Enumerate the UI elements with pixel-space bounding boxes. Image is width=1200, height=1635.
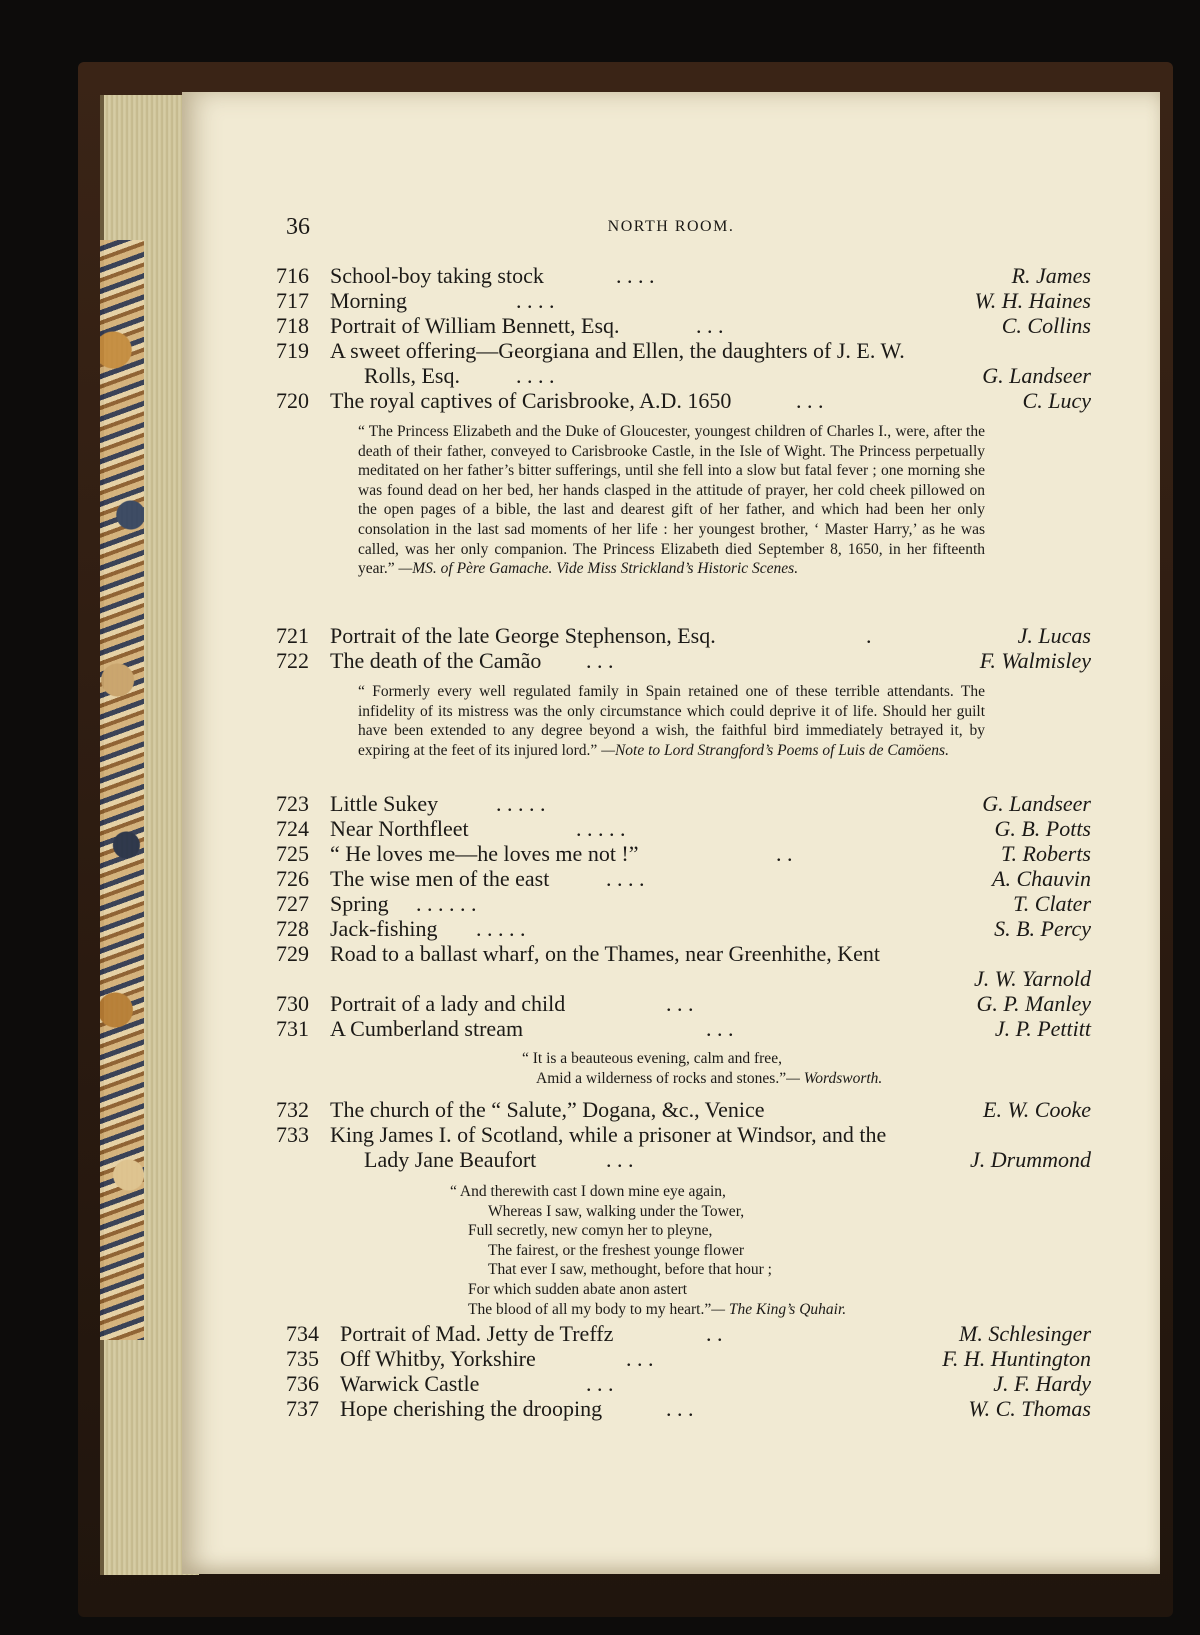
entry-artist: C. Lucy (1022, 388, 1091, 413)
entry-title: School-boy taking stock (330, 263, 544, 288)
catalogue-entry-continued (276, 362, 1091, 390)
quotation-733 (450, 1182, 846, 1319)
room-title: NORTH ROOM. (607, 218, 735, 235)
catalogue-entry (276, 387, 1091, 415)
entry-number: 733 (276, 1122, 309, 1147)
entry-artist: W. H. Haines (974, 288, 1091, 313)
leader-dots: . . . (626, 1346, 654, 1371)
catalogue-entry-continued (276, 1146, 1091, 1174)
entry-title: A Cumberland stream (330, 1016, 524, 1041)
leader-dots: . . . . (516, 288, 555, 313)
entry-title: Portrait of Mad. Jetty de Treffz (340, 1321, 614, 1346)
quotation-731 (522, 1049, 882, 1088)
quotation-source: — Wordsworth. (786, 1069, 883, 1087)
entry-number: 718 (276, 313, 309, 338)
quotation-720 (358, 422, 985, 579)
entry-title: Portrait of the late George Stephenson, Esq. (330, 623, 716, 648)
leader-dots: . . . (706, 1016, 734, 1041)
entry-title: A sweet offering—Georgiana and Ellen, the daughters of J. E. W. (330, 338, 905, 363)
catalogue-entry (286, 1345, 1091, 1373)
entry-number: 736 (286, 1371, 319, 1396)
leader-dots: . . . . (516, 363, 555, 388)
entry-title: “ He loves me—he loves me not !” (330, 841, 639, 866)
verse-line: “ It is a beauteous evening, calm and free, (522, 1050, 782, 1067)
verse-line: Full secretly, new comyn her to pleyne, (468, 1222, 713, 1240)
entry-artist: M. Schlesinger (959, 1321, 1091, 1346)
entry-number: 734 (286, 1321, 319, 1346)
leader-dots: . . . (666, 991, 694, 1016)
entry-artist: G. B. Potts (994, 816, 1091, 841)
entry-artist: T. Clater (1013, 891, 1091, 916)
entry-title: The death of the Camão (330, 648, 542, 673)
leader-dots: . . . . . (496, 791, 546, 816)
catalogue-entry (286, 1320, 1091, 1348)
entry-artist: A. Chauvin (992, 866, 1091, 891)
entry-title: Road to a ballast wharf, on the Thames, near Greenhithe, Kent (330, 941, 881, 966)
verse-line: For which sudden abate anon astert (468, 1280, 688, 1298)
entry-number: 731 (276, 1016, 309, 1041)
catalogue-entry (276, 890, 1091, 918)
entry-artist: E. W. Cooke (983, 1097, 1091, 1122)
quotation-722 (358, 682, 985, 760)
entry-number: 717 (276, 288, 309, 313)
book-page (182, 92, 1160, 1574)
entry-number: 723 (276, 791, 309, 816)
entry-artist: J. P. Pettitt (994, 1016, 1091, 1041)
quotation-source: —Note to Lord Strangford’s Poems of Luis de Camöens. (601, 741, 949, 759)
leader-dots: . . . . (606, 866, 645, 891)
marbled-endpaper (100, 240, 144, 1340)
entry-number: 721 (276, 623, 309, 648)
entry-number: 722 (276, 648, 309, 673)
verse-line: Whereas I saw, walking under the Tower, (488, 1202, 745, 1220)
entry-title: Little Sukey (330, 791, 439, 816)
entry-artist: J. Lucas (1017, 623, 1091, 648)
leader-dots: . . . (796, 388, 824, 413)
entry-artist: F. H. Huntington (942, 1346, 1091, 1371)
entry-title: Warwick Castle (340, 1371, 480, 1396)
quotation-source: — The King’s Quhair. (711, 1300, 847, 1318)
entry-title: Near Northfleet (330, 816, 469, 841)
entry-artist: G. P. Manley (976, 991, 1091, 1016)
catalogue-entry (276, 262, 1091, 290)
entry-artist: R. James (1011, 263, 1091, 288)
catalogue-entry (276, 622, 1091, 650)
entry-title: Jack-fishing (330, 916, 438, 941)
entry-title: The wise men of the east (330, 866, 550, 891)
entry-title: Hope cherishing the drooping (340, 1396, 603, 1421)
catalogue-entry (276, 840, 1091, 868)
entry-title: The church of the “ Salute,” Dogana, &c., Venice (330, 1097, 765, 1122)
entry-title: Spring (330, 891, 389, 916)
catalogue-entry (276, 865, 1091, 893)
catalogue-entry (276, 287, 1091, 315)
entry-artist: W. C. Thomas (968, 1396, 1091, 1421)
catalogue-entry (276, 815, 1091, 843)
leader-dots: . . . . . (476, 916, 526, 941)
verse-line: Amid a wilderness of rocks and stones.” (536, 1069, 787, 1087)
entry-number: 720 (276, 388, 309, 413)
verse-line: That ever I saw, methought, before that hour ; (488, 1261, 772, 1279)
entry-number: 726 (276, 866, 309, 891)
quotation-source: —MS. of Père Gamache. Vide Miss Strickland’s Historic Scenes. (398, 560, 799, 578)
entry-title: King James I. of Scotland, while a prisoner at Windsor, and the (330, 1122, 887, 1147)
catalogue-entry (276, 312, 1091, 340)
catalogue-entry (276, 990, 1091, 1018)
entry-artist: J. W. Yarnold (974, 966, 1091, 991)
entry-title: Portrait of William Bennett, Esq. (330, 313, 620, 338)
catalogue-entry-continued (276, 965, 1091, 993)
entry-number: 730 (276, 991, 309, 1016)
catalogue-entry (276, 1015, 1091, 1043)
entry-artist: G. Landseer (982, 363, 1091, 388)
leader-dots: . . . (696, 313, 724, 338)
entry-artist: S. B. Percy (994, 916, 1091, 941)
catalogue-entry (276, 1121, 1091, 1149)
leader-dots: . . . . . . (416, 891, 477, 916)
entry-title: The royal captives of Carisbrooke, A.D. 1650 (330, 388, 732, 413)
leader-dots: . . . (586, 648, 614, 673)
entry-artist: F. Walmisley (979, 648, 1091, 673)
entry-title: Portrait of a lady and child (330, 991, 566, 1016)
leader-dots: . . (706, 1321, 723, 1346)
verse-line: The fairest, or the freshest younge flower (488, 1241, 745, 1259)
entry-title: Off Whitby, Yorkshire (340, 1346, 536, 1371)
entry-artist: C. Collins (1001, 313, 1091, 338)
quotation-text: “ The Princess Elizabeth and the Duke of Gloucester, youngest children of Charles I., were, after the death of their father, conveyed to Carisbrooke Castle, in the Isle of Wight. The Princess perpetually meditated on her father’s bitter sufferings, until she fell into a slow but fatal fever ; one morning she was found dead on her bed, her hands clasped in the attitude of prayer, her cold cheek pillowed on the open pages of a bible, the last and dearest gift of her father, and which had been her only consolation in the last sad moments of her life : her youngest brother, ‘ Master Harry,’ as he was called, was her only companion. The Princess Elizabeth died September 8, 1650, in her fifteenth year.” (358, 423, 985, 578)
leader-dots: . . . . . (576, 816, 626, 841)
catalogue-entry (276, 940, 1091, 968)
quotation-text: “ Formerly every well regulated family in Spain retained one of these terrible attendants. The infidelity of its mistress was the only circumstance which could deprive it of life. Should her guilt have been extended to any degree beyond a wish, the faithful bird immediately betrayed it, by expiring at the feet of its injured lord.” (358, 683, 985, 759)
catalogue-entry (276, 337, 1091, 365)
catalogue-entry (276, 1096, 1091, 1124)
entry-artist: G. Landseer (982, 791, 1091, 816)
entry-number: 724 (276, 816, 309, 841)
entry-number: 719 (276, 338, 309, 363)
catalogue-entry (276, 915, 1091, 943)
leader-dots: . . . (586, 1371, 614, 1396)
catalogue-entries (182, 92, 1160, 1574)
leader-dots: . . . (666, 1396, 694, 1421)
catalogue-entry (286, 1395, 1091, 1423)
leader-dots: . . (776, 841, 793, 866)
entry-artist: J. F. Hardy (993, 1371, 1091, 1396)
leader-dots: . . . . (616, 263, 655, 288)
entry-number: 716 (276, 263, 309, 288)
page-number: 36 (286, 214, 310, 240)
catalogue-entry (286, 1370, 1091, 1398)
entry-number: 725 (276, 841, 309, 866)
entry-title: Rolls, Esq. (364, 363, 460, 388)
entry-title: Lady Jane Beaufort (364, 1147, 537, 1172)
verse-line: The blood of all my body to my heart.” (468, 1300, 712, 1318)
entry-number: 728 (276, 916, 309, 941)
verse-line: “ And therewith cast I down mine eye again, (450, 1183, 726, 1200)
entry-artist: J. Drummond (970, 1147, 1091, 1172)
leader-dots: . (866, 623, 872, 648)
entry-number: 729 (276, 941, 309, 966)
entry-number: 737 (286, 1396, 319, 1421)
entry-number: 727 (276, 891, 309, 916)
entry-title: Morning (330, 288, 407, 313)
entry-number: 735 (286, 1346, 319, 1371)
entry-number: 732 (276, 1097, 309, 1122)
catalogue-entry (276, 647, 1091, 675)
entry-artist: T. Roberts (1000, 841, 1091, 866)
catalogue-entry (276, 790, 1091, 818)
leader-dots: . . . (606, 1147, 634, 1172)
